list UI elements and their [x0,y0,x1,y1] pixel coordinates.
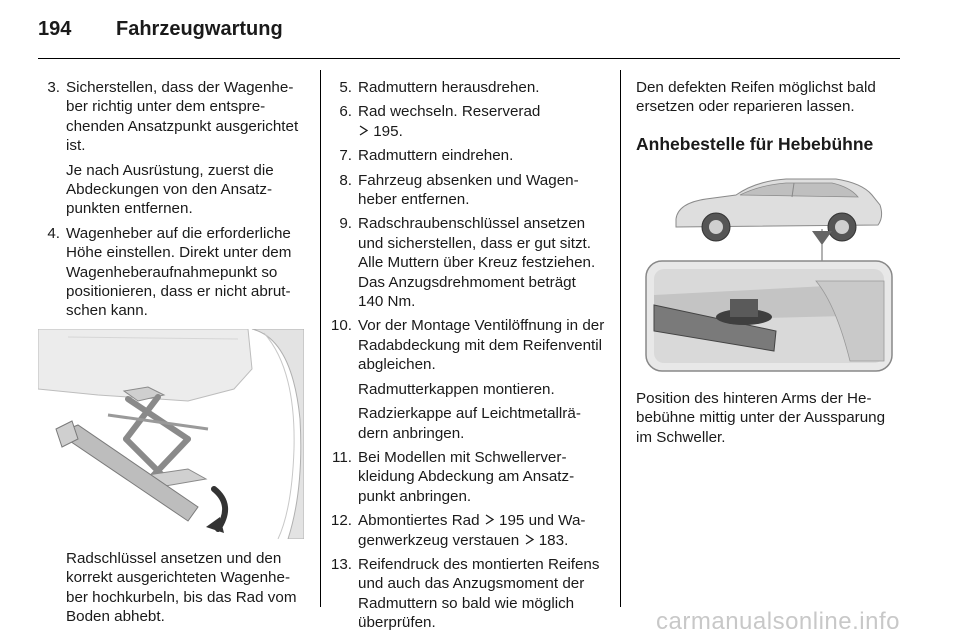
page-reference-number: 183. [538,531,569,549]
page-reference-number: 195. [373,122,403,140]
page-reference[interactable] [484,511,525,530]
page-reference-arrow-icon [358,125,369,136]
step-text: Vor der Montage Ventilöffnung in der Radabdeckung mit dem Reifenventil abgleichen. [358,317,605,374]
page-reference[interactable] [524,531,569,550]
step-text: Radschraubenschlüssel ansetzen und sicherstellen, dass er gut sitzt. Alle Muttern über Kreuz festziehen. Das Anzugsdrehmoment beträgt 140 Nm. [358,215,596,311]
page-number: 194 [38,18,72,40]
list-item [330,102,605,141]
step-text: Bei Modellen mit Schwellerverkleidung Abdeckung am Ansatzpunkt anbringen. [358,448,575,505]
step-text: Rad wechseln. Reserverad [358,103,541,121]
step-number: 6. [339,103,352,121]
step-subtext: Je nach Ausrüstung, zuerst die Abdeckungen von den Ansatzpunkten entfernen. [66,161,274,218]
list-item [330,214,605,311]
column-3 [636,78,902,447]
list-item [330,171,605,210]
step-text: Wagenheber auf die erforderliche Höhe einstellen. Direkt unter dem Wagenheberaufnahmepunkt so positionieren, dass er nicht abrutschen kann. [66,224,292,320]
section-heading: Anhebestelle für Hebebühne [636,133,874,154]
step-text: Radmuttern herausdrehen. [358,79,540,96]
page-reference-arrow-icon [524,534,535,545]
column-divider-2 [620,70,621,607]
steps-list-2 [330,78,605,633]
page-reference-arrow-icon [484,514,495,525]
step-number: 10. [330,317,352,335]
page-title: Fahrzeugwartung [116,18,283,40]
figure-caption: Radschlüssel ansetzen und den korrekt ausgerichteten Wagenheber hochkurbeln, bis das Rad vom Boden abhebt. [66,549,297,626]
steps-list-1 [38,78,304,321]
page-reference[interactable] [358,122,605,141]
list-item [330,448,605,506]
step-number: 12. [330,512,352,530]
step-number: 13. [330,555,352,573]
step-text-part: und Wagenwerkzeug verstauen [358,512,586,549]
step-number: 9. [339,215,352,233]
header-divider [38,58,900,59]
step-subtext: Radzierkappe auf Leichtmetallrädern anbringen. [358,405,581,442]
column-1 [38,78,304,627]
step-text: Fahrzeug absenken und Wagenheber entfernen. [358,171,579,209]
step-number: 7. [339,147,352,165]
list-item [330,316,605,442]
step-number: 11. [332,448,352,466]
step-number: 4. [47,224,60,242]
step-subtext: Radmutterkappen montieren. [358,380,555,398]
jack-illustration [38,329,304,539]
column-divider-1 [320,70,321,607]
page-reference-number: 195 [499,512,525,530]
page-header [38,18,283,48]
list-item [38,224,304,321]
list-item [330,555,605,633]
step-number: 8. [339,171,352,189]
step-number: 3. [47,79,60,96]
step-text [358,511,605,550]
step-text-part: Abmontiertes Rad [358,512,480,530]
step-text: Reifendruck des montierten Reifens und auch das Anzugsmoment der Radmuttern so bald wie möglich überprüfen. [358,555,600,632]
watermark: carmanualsonline.info [656,608,900,635]
step-text: Radmuttern eindrehen. [358,147,514,165]
column-2 [330,78,605,638]
step-number: 5. [339,79,352,96]
list-item [330,511,605,550]
step-text: Sicherstellen, dass der Wagenheber richtig unter dem entsprechenden Ansatzpunkt ausgerichtet ist. [66,79,299,155]
lift-point-illustration [636,165,902,375]
list-item [38,78,304,219]
list-item [330,146,605,165]
figure-caption: Position des hinteren Arms der Hebebühne mittig unter der Aussparung im Schweller. [636,389,886,446]
list-item [330,78,605,97]
intro-paragraph: Den defekten Reifen möglichst bald ersetzen oder reparieren lassen. [636,79,876,116]
